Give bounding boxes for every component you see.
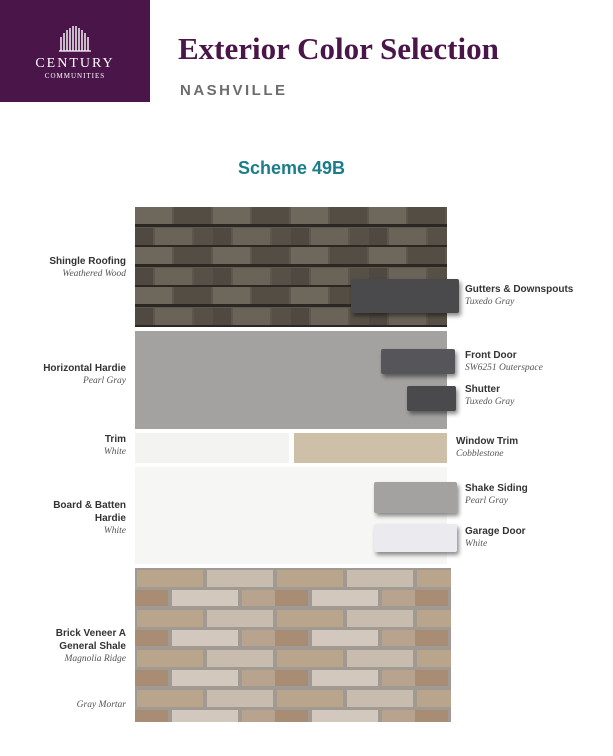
label-shingle-roofing: Shingle Roofing Weathered Wood bbox=[49, 256, 126, 279]
label-mortar: Gray Mortar bbox=[76, 700, 126, 710]
brick-veneer-swatch bbox=[135, 568, 451, 722]
brand-tagline: COMMUNITIES bbox=[44, 72, 106, 80]
label-garage-door: Garage Door White bbox=[465, 526, 526, 549]
label-board-batten: Board & Batten Hardie White bbox=[53, 500, 126, 536]
brand-logo bbox=[0, 0, 150, 102]
label-shake-siding: Shake Siding Pearl Gray bbox=[465, 483, 528, 506]
label-shutter: Shutter Tuxedo Gray bbox=[465, 384, 515, 407]
building-columns-logo-icon bbox=[58, 24, 92, 52]
label-trim: Trim White bbox=[103, 434, 126, 457]
page-subtitle: NASHVILLE bbox=[180, 82, 288, 99]
shake-siding-chip bbox=[374, 482, 457, 513]
scheme-title: Scheme 49B bbox=[237, 158, 346, 178]
shutter-chip bbox=[407, 386, 456, 411]
horizontal-hardie-swatch bbox=[135, 331, 447, 429]
front-door-chip bbox=[381, 349, 455, 374]
label-gutters: Gutters & Downspouts Tuxedo Gray bbox=[465, 284, 574, 307]
brand-name: CENTURY bbox=[35, 56, 115, 71]
garage-door-chip bbox=[374, 524, 457, 552]
label-front-door: Front Door SW6251 Outerspace bbox=[465, 350, 543, 373]
trim-swatch bbox=[135, 433, 289, 463]
label-horizontal-hardie: Horizontal Hardie Pearl Gray bbox=[43, 363, 126, 386]
gutters-chip bbox=[351, 279, 459, 313]
page-title: Exterior Color Selection bbox=[178, 31, 499, 66]
label-window-trim: Window Trim Cobblestone bbox=[456, 436, 519, 459]
window-trim-swatch bbox=[294, 433, 447, 463]
label-brick-veneer: Brick Veneer A General Shale Magnolia Ridge bbox=[55, 628, 126, 664]
